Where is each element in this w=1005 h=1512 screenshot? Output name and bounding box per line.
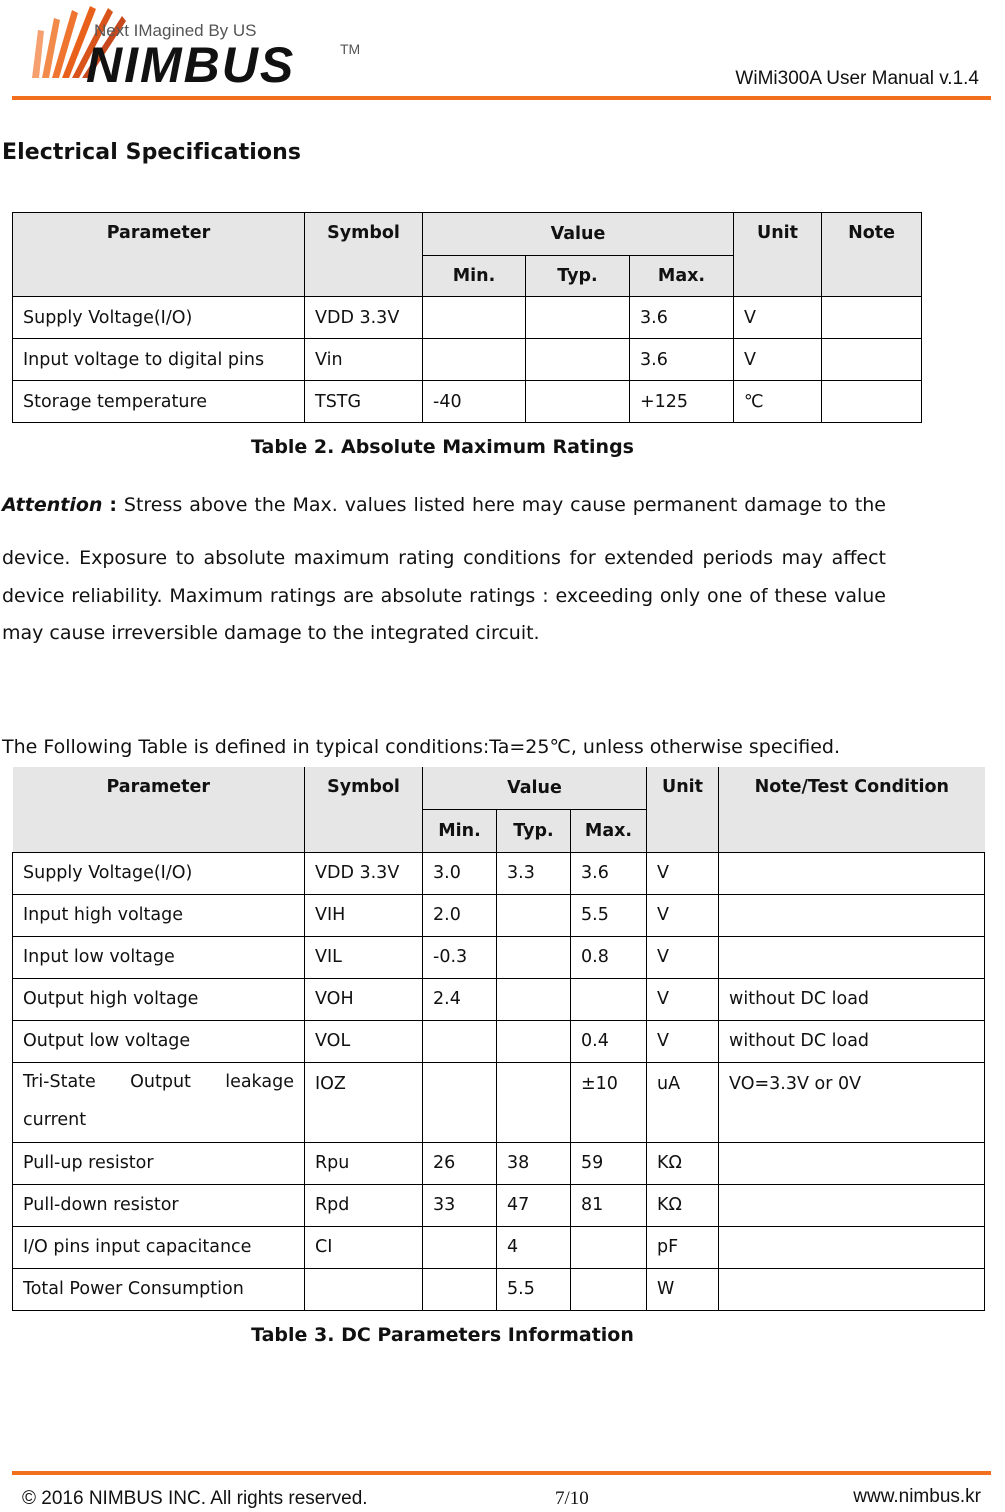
cell-max: 3.6: [571, 852, 647, 894]
cell-symbol: VOH: [305, 978, 423, 1020]
col-header-typ: Typ.: [497, 809, 571, 852]
cell-max: 59: [571, 1142, 647, 1184]
attention-line-4: may cause irreversible damage to the integrated circuit.: [2, 622, 540, 644]
attention-line-2: device. Exposure to absolute maximum rating conditions for extended periods may affect: [2, 547, 886, 569]
cell-note: [719, 1226, 985, 1268]
cell-parameter: Input voltage to digital pins: [13, 339, 305, 381]
cell-symbol: Vin: [305, 339, 423, 381]
table-row: [13, 1226, 985, 1268]
cell-typ: 4: [497, 1226, 571, 1268]
cell-note: [719, 852, 985, 894]
col-header-parameter: Parameter: [13, 213, 305, 297]
logo-brand: NIMBUS: [86, 37, 296, 92]
col-header-symbol: Symbol: [305, 213, 423, 297]
page-number: 7/10: [555, 1488, 589, 1509]
cell-parameter: Pull-up resistor: [13, 1142, 305, 1184]
cell-parameter: Total Power Consumption: [13, 1268, 305, 1310]
nimbus-logo: [24, 0, 369, 92]
cell-unit: W: [647, 1268, 719, 1310]
cell-typ: [526, 297, 630, 339]
table-row: [13, 936, 985, 978]
table-caption: Table 2. Absolute Maximum Ratings: [250, 436, 634, 458]
col-header-typ: Typ.: [526, 256, 630, 297]
cell-min: 33: [423, 1184, 497, 1226]
cell-max: 81: [571, 1184, 647, 1226]
attention-colon: :: [109, 494, 117, 516]
table-row: [13, 1062, 985, 1142]
col-header-symbol: Symbol: [305, 767, 423, 852]
table-row: [13, 297, 922, 339]
cell-note: [719, 894, 985, 936]
cell-typ: [497, 1020, 571, 1062]
cell-max: +125: [630, 381, 734, 423]
table-row: [13, 381, 922, 423]
cell-unit: V: [647, 852, 719, 894]
cell-min: 26: [423, 1142, 497, 1184]
cell-unit: V: [734, 339, 822, 381]
cell-note: [719, 1184, 985, 1226]
cell-typ: 5.5: [497, 1268, 571, 1310]
section-title: Electrical Specifications: [2, 140, 302, 165]
cell-unit: uA: [647, 1062, 719, 1142]
cell-symbol: VDD 3.3V: [305, 297, 423, 339]
cell-typ: [497, 936, 571, 978]
cell-min: [423, 1268, 497, 1310]
manual-title: WiMi300A User Manual v.1.4: [735, 68, 979, 89]
cell-min: [423, 1226, 497, 1268]
attention-line-1: [2, 487, 886, 524]
cell-parameter: Input low voltage: [13, 936, 305, 978]
cell-unit: V: [734, 297, 822, 339]
table-row: [13, 1142, 985, 1184]
cell-note: [719, 1142, 985, 1184]
cell-parameter: Supply Voltage(I/O): [13, 297, 305, 339]
cell-parameter: I/O pins input capacitance: [13, 1226, 305, 1268]
cell-max: [571, 1226, 647, 1268]
cell-min: 2.4: [423, 978, 497, 1020]
cell-min: [423, 1062, 497, 1142]
absolute-ratings-table: [12, 212, 922, 423]
logo-tagline: Next IMagined By US: [94, 21, 257, 40]
cell-max: 5.5: [571, 894, 647, 936]
header-divider: [12, 96, 991, 100]
cell-note: VO=3.3V or 0V: [719, 1062, 985, 1142]
cell-max: [571, 1268, 647, 1310]
cell-symbol: VIH: [305, 894, 423, 936]
cell-max: 3.6: [630, 297, 734, 339]
footer-copyright: © 2016 NIMBUS INC. All rights reserved.: [22, 1488, 368, 1509]
cell-max: [571, 978, 647, 1020]
cell-typ: [526, 381, 630, 423]
cell-symbol: [305, 1268, 423, 1310]
intro-text: The Following Table is defined in typical conditions:Ta=25℃, unless otherwise specified.: [2, 736, 840, 758]
col-header-min: Min.: [423, 256, 526, 297]
table-row: [13, 1184, 985, 1226]
cell-max: 0.8: [571, 936, 647, 978]
table-row: [13, 1020, 985, 1062]
cell-parameter: Output high voltage: [13, 978, 305, 1020]
cell-min: -0.3: [423, 936, 497, 978]
cell-typ: 3.3: [497, 852, 571, 894]
cell-max: 0.4: [571, 1020, 647, 1062]
cell-unit: V: [647, 1020, 719, 1062]
cell-parameter: Storage temperature: [13, 381, 305, 423]
attention-text: Stress above the Max. values listed here may cause permanent damage to the: [123, 494, 887, 516]
cell-typ: [497, 978, 571, 1020]
table-row: [13, 978, 985, 1020]
cell-note: without DC load: [719, 1020, 985, 1062]
cell-symbol: VOL: [305, 1020, 423, 1062]
cell-symbol: TSTG: [305, 381, 423, 423]
col-header-unit: Unit: [734, 213, 822, 297]
cell-note: [822, 339, 922, 381]
cell-typ: 38: [497, 1142, 571, 1184]
cell-note: [822, 297, 922, 339]
cell-note: [719, 936, 985, 978]
cell-min: 3.0: [423, 852, 497, 894]
cell-unit: V: [647, 936, 719, 978]
table-row: [13, 339, 922, 381]
cell-parameter: Tri-State Output leakage current: [13, 1062, 305, 1142]
cell-unit: V: [647, 978, 719, 1020]
attention-line-3: device reliability. Maximum ratings are absolute ratings : exceeding only one of these value: [2, 585, 886, 607]
cell-min: [423, 1020, 497, 1062]
cell-min: [423, 297, 526, 339]
footer-divider: [12, 1471, 991, 1475]
cell-parameter: Supply Voltage(I/O): [13, 852, 305, 894]
table-row: [13, 852, 985, 894]
cell-max: 3.6: [630, 339, 734, 381]
cell-unit: KΩ: [647, 1142, 719, 1184]
logo-tm: TM: [340, 41, 361, 57]
cell-note: [719, 1268, 985, 1310]
cell-symbol: Rpu: [305, 1142, 423, 1184]
cell-symbol: CI: [305, 1226, 423, 1268]
cell-parameter: Output low voltage: [13, 1020, 305, 1062]
cell-min: 2.0: [423, 894, 497, 936]
col-header-value: Value: [423, 767, 647, 809]
dc-parameters-table: [12, 767, 985, 1311]
col-header-max: Max.: [630, 256, 734, 297]
table-caption: Table 3. DC Parameters Information: [251, 1324, 634, 1346]
col-header-note: Note/Test Condition: [719, 767, 985, 852]
cell-parameter: Pull-down resistor: [13, 1184, 305, 1226]
cell-symbol: VDD 3.3V: [305, 852, 423, 894]
col-header-parameter: Parameter: [13, 767, 305, 852]
cell-min: [423, 339, 526, 381]
cell-typ: 47: [497, 1184, 571, 1226]
cell-unit: V: [647, 894, 719, 936]
footer-website[interactable]: www.nimbus.kr: [853, 1486, 981, 1507]
cell-unit: pF: [647, 1226, 719, 1268]
cell-symbol: IOZ: [305, 1062, 423, 1142]
col-header-min: Min.: [423, 809, 497, 852]
cell-unit: KΩ: [647, 1184, 719, 1226]
attention-label: Attention: [2, 494, 103, 516]
table-row: [13, 1268, 985, 1310]
cell-note: without DC load: [719, 978, 985, 1020]
col-header-max: Max.: [571, 809, 647, 852]
cell-symbol: Rpd: [305, 1184, 423, 1226]
cell-typ: [497, 894, 571, 936]
col-header-note: Note: [822, 213, 922, 297]
cell-note: [822, 381, 922, 423]
cell-unit: ℃: [734, 381, 822, 423]
col-header-unit: Unit: [647, 767, 719, 852]
cell-typ: [526, 339, 630, 381]
cell-parameter: Input high voltage: [13, 894, 305, 936]
cell-max: ±10: [571, 1062, 647, 1142]
cell-symbol: VIL: [305, 936, 423, 978]
cell-min: -40: [423, 381, 526, 423]
col-header-value: Value: [423, 213, 734, 256]
cell-typ: [497, 1062, 571, 1142]
table-row: [13, 894, 985, 936]
